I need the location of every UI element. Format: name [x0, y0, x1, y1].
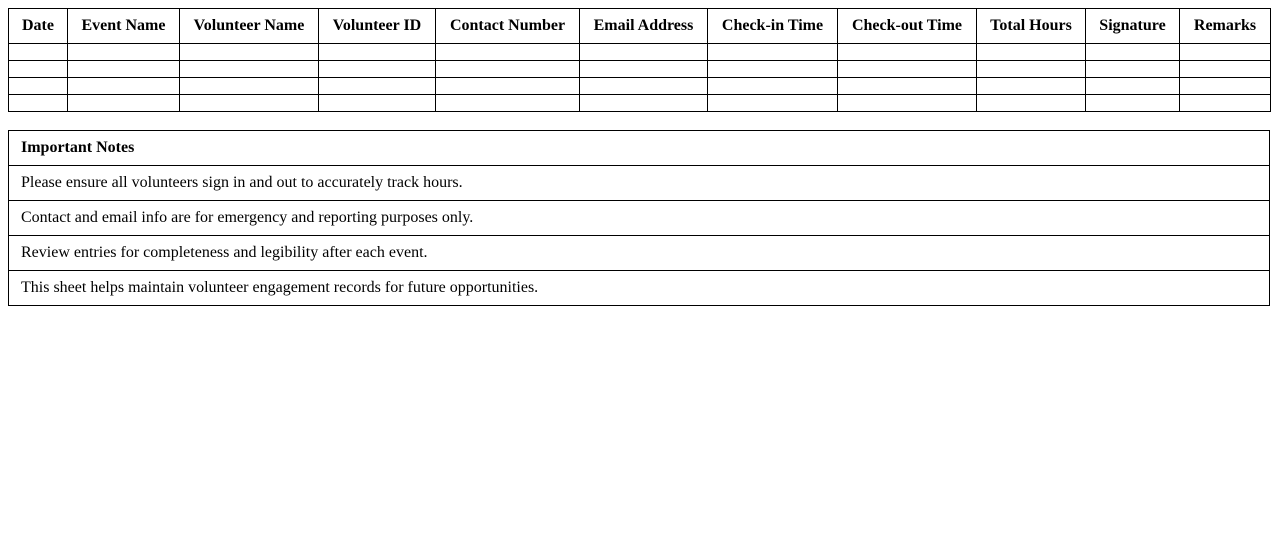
table-row: [9, 44, 1271, 61]
table-cell-remarks[interactable]: [1180, 44, 1271, 61]
table-cell-check-out-time[interactable]: [838, 61, 977, 78]
table-cell-contact-number[interactable]: [436, 44, 580, 61]
table-cell-total-hours[interactable]: [977, 44, 1086, 61]
table-cell-signature[interactable]: [1086, 95, 1180, 112]
table-cell-volunteer-id[interactable]: [319, 78, 436, 95]
list-item: [9, 201, 1270, 236]
table-cell-remarks[interactable]: [1180, 78, 1271, 95]
table-cell-email-address[interactable]: [580, 44, 708, 61]
column-header-event-name: Event Name: [68, 9, 180, 44]
column-header-signature: Signature: [1086, 9, 1180, 44]
table-cell-event-name[interactable]: [68, 78, 180, 95]
column-header-date: Date: [9, 9, 68, 44]
table-cell-check-in-time[interactable]: [708, 44, 838, 61]
table-cell-volunteer-id[interactable]: [319, 44, 436, 61]
table-cell-volunteer-id[interactable]: [319, 61, 436, 78]
table-cell-total-hours[interactable]: [977, 78, 1086, 95]
table-cell-date[interactable]: [9, 78, 68, 95]
table-cell-signature[interactable]: [1086, 44, 1180, 61]
table-cell-check-in-time[interactable]: [708, 61, 838, 78]
table-cell-date[interactable]: [9, 61, 68, 78]
column-header-total-hours: Total Hours: [977, 9, 1086, 44]
table-cell-remarks[interactable]: [1180, 61, 1271, 78]
note-item: Please ensure all volunteers sign in and out to accurately track hours.: [9, 166, 1270, 201]
column-header-contact-number: Contact Number: [436, 9, 580, 44]
table-cell-check-out-time[interactable]: [838, 95, 977, 112]
list-item: [9, 236, 1270, 271]
table-cell-total-hours[interactable]: [977, 95, 1086, 112]
table-cell-check-in-time[interactable]: [708, 78, 838, 95]
table-cell-email-address[interactable]: [580, 61, 708, 78]
table-cell-date[interactable]: [9, 95, 68, 112]
important-notes-table: [8, 130, 1270, 306]
table-cell-check-out-time[interactable]: [838, 78, 977, 95]
table-cell-remarks[interactable]: [1180, 95, 1271, 112]
list-item: [9, 271, 1270, 306]
notes-title-row: [9, 131, 1270, 166]
note-item: This sheet helps maintain volunteer engagement records for future opportunities.: [9, 271, 1270, 306]
column-header-remarks: Remarks: [1180, 9, 1271, 44]
table-cell-contact-number[interactable]: [436, 95, 580, 112]
table-cell-email-address[interactable]: [580, 78, 708, 95]
column-header-email-address: Email Address: [580, 9, 708, 44]
table-row: [9, 95, 1271, 112]
list-item: [9, 166, 1270, 201]
column-header-volunteer-name: Volunteer Name: [180, 9, 319, 44]
table-cell-signature[interactable]: [1086, 78, 1180, 95]
table-cell-check-out-time[interactable]: [838, 44, 977, 61]
table-header-row: [9, 9, 1271, 44]
column-header-check-out-time: Check-out Time: [838, 9, 977, 44]
table-cell-signature[interactable]: [1086, 61, 1180, 78]
table-cell-date[interactable]: [9, 44, 68, 61]
table-cell-contact-number[interactable]: [436, 78, 580, 95]
table-cell-event-name[interactable]: [68, 95, 180, 112]
table-cell-check-in-time[interactable]: [708, 95, 838, 112]
notes-title: Important Notes: [9, 131, 1270, 166]
table-cell-volunteer-name[interactable]: [180, 78, 319, 95]
table-cell-volunteer-id[interactable]: [319, 95, 436, 112]
table-cell-contact-number[interactable]: [436, 61, 580, 78]
table-cell-volunteer-name[interactable]: [180, 95, 319, 112]
table-cell-volunteer-name[interactable]: [180, 44, 319, 61]
column-header-volunteer-id: Volunteer ID: [319, 9, 436, 44]
table-cell-total-hours[interactable]: [977, 61, 1086, 78]
table-row: [9, 61, 1271, 78]
table-cell-event-name[interactable]: [68, 44, 180, 61]
note-item: Review entries for completeness and legibility after each event.: [9, 236, 1270, 271]
table-row: [9, 78, 1271, 95]
table-cell-volunteer-name[interactable]: [180, 61, 319, 78]
volunteer-log-table: [8, 8, 1271, 112]
table-cell-event-name[interactable]: [68, 61, 180, 78]
note-item: Contact and email info are for emergency and reporting purposes only.: [9, 201, 1270, 236]
column-header-check-in-time: Check-in Time: [708, 9, 838, 44]
volunteer-sign-in-sheet: [8, 8, 1270, 306]
table-cell-email-address[interactable]: [580, 95, 708, 112]
